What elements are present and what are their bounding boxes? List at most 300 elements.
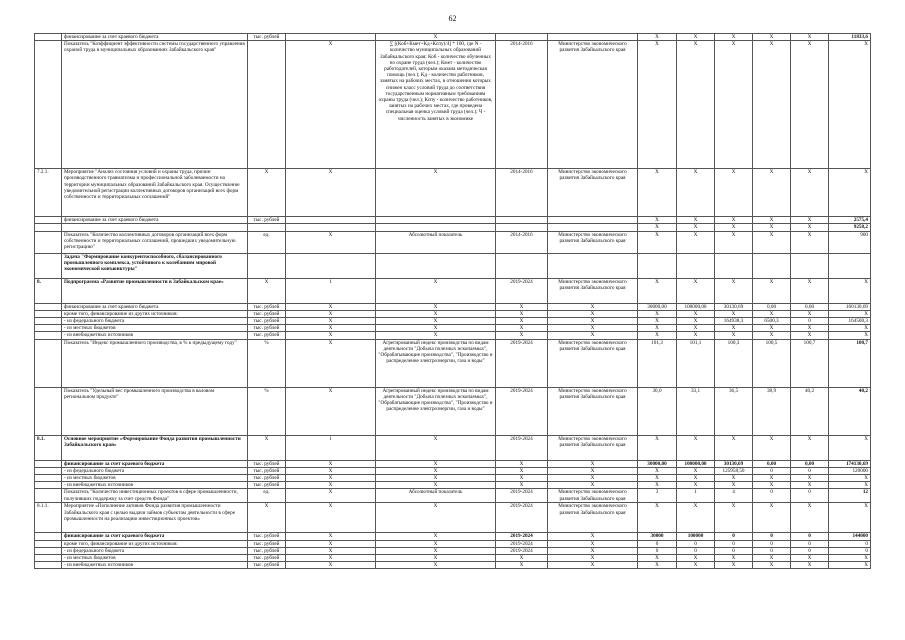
- cell-name: Показатель "Индекс промышленного производства, в % к предыдущему году": [62, 339, 248, 387]
- cell-executor: Х: [548, 467, 638, 474]
- cell-unit: [248, 224, 286, 231]
- cell-period: Х: [496, 555, 548, 562]
- cell-number: [35, 303, 62, 310]
- cell-total: Х: [829, 482, 871, 489]
- cell-y2023: Х: [791, 231, 829, 253]
- cell-unit: тыс. рублей: [248, 555, 286, 562]
- cell-period: [496, 217, 548, 224]
- cell-y2020: Х: [677, 555, 715, 562]
- cell-method-weight: Х: [286, 325, 376, 332]
- table-row: [35, 339, 871, 387]
- cell-number: [35, 482, 62, 489]
- cell-unit: тыс. рублей: [248, 303, 286, 310]
- table-row: [35, 435, 871, 460]
- cell-method-weight: Х: [286, 303, 376, 310]
- cell-executor: Министерство экономического развития Забайкальского края: [548, 169, 638, 217]
- table-row: [35, 555, 871, 562]
- cell-formula: Х: [376, 540, 496, 547]
- cell-period: 2019-2024: [496, 435, 548, 460]
- cell-formula: Х: [376, 482, 496, 489]
- cell-formula: Х: [376, 562, 496, 569]
- cell-y2020: Х: [677, 41, 715, 169]
- cell-y2021: 30130,69: [715, 460, 753, 467]
- cell-y2023: Х: [791, 217, 829, 224]
- cell-executor: Х: [548, 482, 638, 489]
- cell-total: 12: [829, 489, 871, 503]
- cell-total: Х: [829, 169, 871, 217]
- cell-period: Х: [496, 475, 548, 482]
- cell-y2022: 0: [753, 547, 791, 554]
- cell-y2023: 0: [791, 547, 829, 554]
- cell-y2020: Х: [677, 278, 715, 303]
- cell-formula: Абсолютный показатель: [376, 489, 496, 503]
- cell-formula: Х: [376, 547, 496, 554]
- cell-total: Х: [829, 332, 871, 339]
- cell-period: Х: [496, 460, 548, 467]
- cell-y2021: Х: [715, 482, 753, 489]
- cell-unit: Х: [248, 278, 286, 303]
- table-row: [35, 303, 871, 310]
- cell-period: 2019-2024: [496, 540, 548, 547]
- cell-method-weight: [286, 34, 376, 41]
- cell-y2022: 0,00: [753, 460, 791, 467]
- cell-y2021: Х: [715, 310, 753, 317]
- cell-y2021: [715, 253, 753, 278]
- cell-method-weight: 1: [286, 278, 376, 303]
- cell-y2021: Х: [715, 217, 753, 224]
- cell-number: [35, 34, 62, 41]
- cell-method-weight: Х: [286, 41, 376, 169]
- cell-total: Х: [829, 41, 871, 169]
- cell-y2019: Х: [638, 34, 677, 41]
- cell-unit: тыс. рублей: [248, 540, 286, 547]
- cell-executor: Х: [548, 460, 638, 467]
- cell-number: [35, 555, 62, 562]
- cell-executor: Х: [548, 533, 638, 540]
- cell-formula: Агрегированный индекс производства по видам деятельности "Добыча полезных ископаемых", "Обрабатывающие производства", "Производство и распределение электроэнергии, газа и воды": [376, 387, 496, 435]
- cell-y2021: 100,3: [715, 339, 753, 387]
- cell-y2022: 6500,3: [753, 318, 791, 325]
- cell-total: 0: [829, 540, 871, 547]
- cell-y2023: Х: [791, 555, 829, 562]
- cell-unit: [248, 41, 286, 169]
- table-row: [35, 318, 871, 325]
- cell-y2019: Х: [638, 169, 677, 217]
- cell-y2019: Х: [638, 318, 677, 325]
- table-row: [35, 460, 871, 467]
- table-row: [35, 278, 871, 303]
- cell-method-weight: Х: [286, 555, 376, 562]
- cell-y2022: Х: [753, 231, 791, 253]
- cell-method-weight: Х: [286, 489, 376, 503]
- cell-y2023: Х: [791, 325, 829, 332]
- cell-name: Мероприятие "Анализ состояния условий и охраны труда, причин производственного травматизма и профессиональной заболеваемости на территории муниципальных образований Забайкальского края. Осуществление уведомительной регистрации коллективных договоров организаций всех форм собственности и территориальных соглашений": [62, 169, 248, 217]
- cell-executor: Х: [548, 555, 638, 562]
- cell-y2021: Х: [715, 41, 753, 169]
- cell-executor: Министерство экономического развития Забайкальского края: [548, 278, 638, 303]
- cell-method-weight: Х: [286, 533, 376, 540]
- cell-y2023: 0,00: [791, 303, 829, 310]
- cell-y2019: Х: [638, 503, 677, 533]
- cell-unit: тыс. рублей: [248, 533, 286, 540]
- cell-formula: Х: [376, 555, 496, 562]
- cell-formula: Х: [376, 332, 496, 339]
- cell-period: Х: [496, 318, 548, 325]
- cell-y2020: Х: [677, 332, 715, 339]
- cell-number: [35, 339, 62, 387]
- program-table: [34, 33, 871, 569]
- cell-y2022: Х: [753, 278, 791, 303]
- cell-y2021: Х: [715, 34, 753, 41]
- cell-total: 120000: [829, 467, 871, 474]
- cell-unit: тыс. рублей: [248, 325, 286, 332]
- cell-y2019: Х: [638, 475, 677, 482]
- cell-formula: Х: [376, 303, 496, 310]
- cell-y2019: Х: [638, 562, 677, 569]
- cell-total: 174130,69: [829, 460, 871, 467]
- table-row: [35, 310, 871, 317]
- cell-number: [35, 325, 62, 332]
- cell-unit: тыс. рублей: [248, 318, 286, 325]
- cell-name: кроме того, финансирование из других источников:: [62, 310, 248, 317]
- cell-name: финансирование за счет краевого бюджета: [62, 34, 248, 41]
- cell-number: [35, 475, 62, 482]
- cell-y2019: Х: [638, 467, 677, 474]
- cell-y2020: [677, 253, 715, 278]
- cell-unit: тыс. рублей: [248, 217, 286, 224]
- cell-unit: Х: [248, 169, 286, 217]
- cell-y2021: 30130,69: [715, 303, 753, 310]
- cell-period: 2014-2016: [496, 41, 548, 169]
- cell-y2021: Х: [715, 435, 753, 460]
- cell-y2020: Х: [677, 475, 715, 482]
- cell-method-weight: [286, 253, 376, 278]
- table-row: [35, 467, 871, 474]
- cell-y2022: 0: [753, 467, 791, 474]
- cell-y2021: Х: [715, 332, 753, 339]
- cell-y2021: Х: [715, 555, 753, 562]
- cell-total: [829, 253, 871, 278]
- cell-y2022: Х: [753, 217, 791, 224]
- cell-name: финансирование за счет краевого бюджета: [62, 217, 248, 224]
- cell-method-weight: Х: [286, 482, 376, 489]
- cell-formula: Х: [376, 533, 496, 540]
- cell-number: [35, 253, 62, 278]
- cell-y2023: 0,00: [791, 460, 829, 467]
- cell-y2020: 0: [677, 547, 715, 554]
- table-row: [35, 387, 871, 435]
- cell-y2021: Х: [715, 503, 753, 533]
- cell-y2020: Х: [677, 310, 715, 317]
- cell-y2020: Х: [677, 34, 715, 41]
- cell-executor: Министерство экономического развития Забайкальского края: [548, 231, 638, 253]
- cell-number: [35, 460, 62, 467]
- cell-y2021: 125958,50: [715, 467, 753, 474]
- cell-period: Х: [496, 325, 548, 332]
- cell-period: [496, 253, 548, 278]
- table-row: [35, 34, 871, 41]
- cell-number: [35, 332, 62, 339]
- cell-y2021: Х: [715, 475, 753, 482]
- cell-number: 7.2.1.: [35, 169, 62, 217]
- cell-y2021: 164938,3: [715, 318, 753, 325]
- cell-unit: тыс. рублей: [248, 475, 286, 482]
- cell-method-weight: Х: [286, 562, 376, 569]
- cell-y2019: 101,3: [638, 339, 677, 387]
- cell-period: 2019-2024: [496, 503, 548, 533]
- cell-name: - из внебюджетных источников: [62, 482, 248, 489]
- cell-y2020: 100000,00: [677, 303, 715, 310]
- table-row: [35, 503, 871, 533]
- cell-formula: Х: [376, 460, 496, 467]
- cell-name: - из внебюджетных источников: [62, 562, 248, 569]
- cell-y2022: Х: [753, 325, 791, 332]
- cell-total: Х: [829, 475, 871, 482]
- cell-total: Х: [829, 278, 871, 303]
- cell-y2020: 33,1: [677, 387, 715, 435]
- table-row: [35, 217, 871, 224]
- cell-period: [496, 224, 548, 231]
- cell-method-weight: Х: [286, 460, 376, 467]
- cell-y2019: Х: [638, 310, 677, 317]
- cell-period: 2019-2024: [496, 387, 548, 435]
- table-row: [35, 332, 871, 339]
- cell-name: кроме того, финансирование из других источников:: [62, 540, 248, 547]
- cell-method-weight: [286, 217, 376, 224]
- cell-number: [35, 533, 62, 540]
- cell-y2019: Х: [638, 224, 677, 231]
- cell-unit: тыс. рублей: [248, 460, 286, 467]
- cell-y2019: Х: [638, 555, 677, 562]
- cell-method-weight: Х: [286, 318, 376, 325]
- cell-unit: ед.: [248, 231, 286, 253]
- cell-y2021: 0: [715, 547, 753, 554]
- cell-formula: Х: [376, 467, 496, 474]
- cell-y2019: 30000,00: [638, 303, 677, 310]
- cell-method-weight: Х: [286, 547, 376, 554]
- cell-executor: Х: [548, 562, 638, 569]
- cell-y2023: Х: [791, 435, 829, 460]
- table-row: [35, 489, 871, 503]
- cell-name: Подпрограмма «Развитие промышленности в Забайкальском крае»: [62, 278, 248, 303]
- cell-y2022: Х: [753, 169, 791, 217]
- cell-period: Х: [496, 310, 548, 317]
- cell-total: Х: [829, 562, 871, 569]
- cell-period: 2014-2016: [496, 231, 548, 253]
- cell-unit: [248, 253, 286, 278]
- cell-formula: [376, 253, 496, 278]
- cell-y2019: 3: [638, 489, 677, 503]
- cell-name: Задача "Формирование конкурентоспособного, сбалансированного промышленного комплекса, устойчивого к колебаниям мировой экономической конъюнктуры": [62, 253, 248, 278]
- cell-unit: тыс. рублей: [248, 562, 286, 569]
- table-row: [35, 482, 871, 489]
- cell-executor: Х: [548, 332, 638, 339]
- cell-total: 9258,2: [829, 224, 871, 231]
- cell-y2021: Х: [715, 224, 753, 231]
- table-row: [35, 533, 871, 540]
- cell-y2019: 0: [638, 540, 677, 547]
- cell-unit: тыс. рублей: [248, 547, 286, 554]
- cell-y2022: 0: [753, 540, 791, 547]
- cell-formula: [376, 217, 496, 224]
- cell-name: - из федерального бюджета: [62, 318, 248, 325]
- cell-y2020: Х: [677, 231, 715, 253]
- cell-period: 2019-2024: [496, 339, 548, 387]
- cell-total: 40,2: [829, 387, 871, 435]
- table-row: [35, 41, 871, 169]
- cell-name: - из федерального бюджета: [62, 547, 248, 554]
- cell-y2019: 0: [638, 547, 677, 554]
- cell-name: финансирование за счет краевого бюджета: [62, 460, 248, 467]
- cell-name: [62, 224, 248, 231]
- cell-formula: Х: [376, 169, 496, 217]
- cell-period: Х: [496, 482, 548, 489]
- cell-total: 2575,4: [829, 217, 871, 224]
- cell-formula: Х: [376, 318, 496, 325]
- cell-y2019: Х: [638, 325, 677, 332]
- cell-y2023: Х: [791, 503, 829, 533]
- cell-y2022: 0,00: [753, 303, 791, 310]
- cell-name: Показатель "Удельный вес промышленного производства в валовом региональном продукте": [62, 387, 248, 435]
- cell-period: 2019-2024: [496, 278, 548, 303]
- cell-total: 11833,6: [829, 34, 871, 41]
- cell-y2023: Х: [791, 562, 829, 569]
- cell-y2021: Х: [715, 325, 753, 332]
- cell-method-weight: [286, 224, 376, 231]
- table-row: [35, 475, 871, 482]
- cell-period: Х: [496, 562, 548, 569]
- cell-y2022: Х: [753, 332, 791, 339]
- cell-y2022: Х: [753, 503, 791, 533]
- cell-executor: [548, 34, 638, 41]
- cell-total: 100,7: [829, 339, 871, 387]
- cell-name: - из местных бюджетов: [62, 475, 248, 482]
- cell-method-weight: Х: [286, 332, 376, 339]
- cell-executor: Х: [548, 325, 638, 332]
- cell-unit: тыс. рублей: [248, 310, 286, 317]
- cell-name: Показатель "Количество инвестиционных проектов в сфере промышленности, получивших поддержку за счет средств Фонда": [62, 489, 248, 503]
- cell-y2020: 101,1: [677, 339, 715, 387]
- cell-name: - из внебюджетных источников: [62, 332, 248, 339]
- table-row: [35, 169, 871, 217]
- cell-method-weight: 1: [286, 435, 376, 460]
- cell-method-weight: Х: [286, 503, 376, 533]
- cell-y2019: Х: [638, 231, 677, 253]
- cell-y2021: 0: [715, 533, 753, 540]
- cell-method-weight: Х: [286, 475, 376, 482]
- cell-period: 2019-2024: [496, 547, 548, 554]
- cell-y2020: Х: [677, 482, 715, 489]
- cell-name: Показатель "Коэффициент эффективности системы государственного управления охраной труда в муниципальных образованиях Забайкальского края": [62, 41, 248, 169]
- cell-unit: %: [248, 339, 286, 387]
- cell-y2021: Х: [715, 231, 753, 253]
- cell-total: 160130,69: [829, 303, 871, 310]
- cell-y2022: 38,9: [753, 387, 791, 435]
- cell-y2023: Х: [791, 34, 829, 41]
- cell-period: Х: [496, 332, 548, 339]
- cell-method-weight: Х: [286, 310, 376, 317]
- cell-executor: Министерство экономического развития Забайкальского края: [548, 489, 638, 503]
- cell-unit: %: [248, 387, 286, 435]
- cell-method-weight: Х: [286, 231, 376, 253]
- cell-number: [35, 318, 62, 325]
- cell-executor: Х: [548, 547, 638, 554]
- cell-y2022: Х: [753, 482, 791, 489]
- cell-y2023: 0: [791, 318, 829, 325]
- cell-number: [35, 562, 62, 569]
- cell-y2023: Х: [791, 475, 829, 482]
- cell-y2021: Х: [715, 562, 753, 569]
- cell-y2020: 100000,00: [677, 460, 715, 467]
- cell-total: Х: [829, 435, 871, 460]
- cell-formula: [376, 224, 496, 231]
- cell-y2021: Х: [715, 278, 753, 303]
- cell-number: [35, 41, 62, 169]
- cell-formula: Х: [376, 310, 496, 317]
- cell-y2020: Х: [677, 503, 715, 533]
- cell-unit: Х: [248, 503, 286, 533]
- cell-number: 8.1.: [35, 435, 62, 460]
- cell-y2020: Х: [677, 467, 715, 474]
- cell-name: - из местных бюджетов: [62, 555, 248, 562]
- cell-y2023: 40,2: [791, 387, 829, 435]
- cell-formula: Х: [376, 475, 496, 482]
- cell-formula: Абсолютный показатель: [376, 231, 496, 253]
- cell-y2022: Х: [753, 224, 791, 231]
- cell-y2019: Х: [638, 217, 677, 224]
- cell-total: 144000: [829, 533, 871, 540]
- table-row: [35, 224, 871, 231]
- cell-period: [496, 34, 548, 41]
- cell-y2023: 0: [791, 489, 829, 503]
- cell-y2021: 0: [715, 540, 753, 547]
- cell-unit: тыс. рублей: [248, 482, 286, 489]
- cell-number: [35, 231, 62, 253]
- cell-number: [35, 540, 62, 547]
- cell-executor: Х: [548, 303, 638, 310]
- cell-period: Х: [496, 467, 548, 474]
- cell-number: 8.1.1.: [35, 503, 62, 533]
- cell-y2022: 0: [753, 489, 791, 503]
- cell-y2022: Х: [753, 435, 791, 460]
- cell-y2023: Х: [791, 310, 829, 317]
- cell-unit: тыс. рублей: [248, 34, 286, 41]
- cell-y2023: 0: [791, 540, 829, 547]
- cell-name: Показатель "Количество коллективных договоров организаций всех форм собственности и территориальных соглашений, прошедших уведомительную регистрацию": [62, 231, 248, 253]
- cell-total: Х: [829, 325, 871, 332]
- cell-y2022: Х: [753, 34, 791, 41]
- table-row: [35, 231, 871, 253]
- cell-executor: Х: [548, 310, 638, 317]
- cell-number: [35, 489, 62, 503]
- cell-y2022: Х: [753, 562, 791, 569]
- cell-y2020: Х: [677, 217, 715, 224]
- cell-y2023: Х: [791, 482, 829, 489]
- table-row: [35, 540, 871, 547]
- cell-y2020: 1: [677, 489, 715, 503]
- cell-method-weight: Х: [286, 467, 376, 474]
- cell-y2020: 0: [677, 540, 715, 547]
- cell-y2023: Х: [791, 278, 829, 303]
- cell-y2019: 30000,00: [638, 460, 677, 467]
- cell-method-weight: Х: [286, 540, 376, 547]
- cell-y2019: 30000: [638, 533, 677, 540]
- cell-total: Х: [829, 555, 871, 562]
- cell-number: [35, 310, 62, 317]
- cell-y2019: 30,0: [638, 387, 677, 435]
- cell-y2019: Х: [638, 41, 677, 169]
- cell-y2022: Х: [753, 475, 791, 482]
